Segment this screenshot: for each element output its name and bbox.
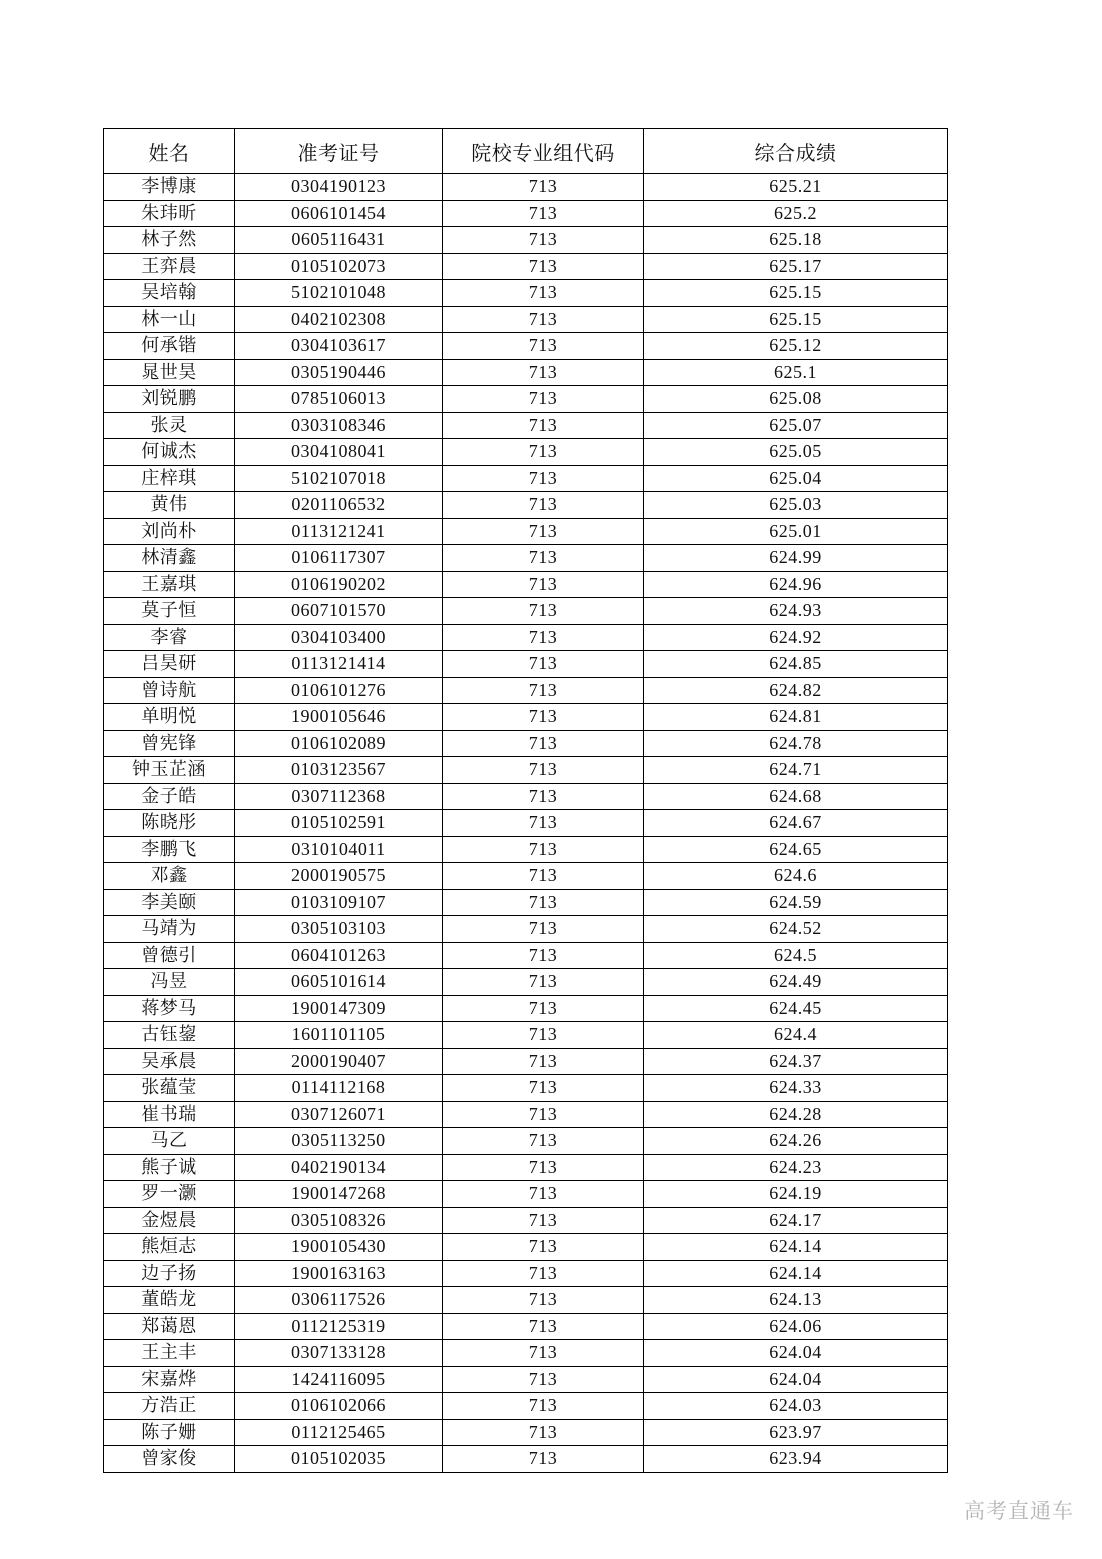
cell-score: 624.28 — [644, 1101, 948, 1128]
table-row — [104, 1207, 948, 1234]
cell-group: 713 — [443, 1393, 644, 1420]
score-table-container — [103, 128, 943, 1473]
cell-ticket: 0604101263 — [235, 942, 443, 969]
cell-group: 713 — [443, 412, 644, 439]
table-row — [104, 863, 948, 890]
table-row — [104, 1234, 948, 1261]
table-row — [104, 333, 948, 360]
cell-score: 624.93 — [644, 598, 948, 625]
cell-name: 朱玮昕 — [104, 200, 235, 227]
cell-score: 625.2 — [644, 200, 948, 227]
cell-ticket: 0304103617 — [235, 333, 443, 360]
cell-ticket: 0303108346 — [235, 412, 443, 439]
cell-name: 曾德引 — [104, 942, 235, 969]
cell-group: 713 — [443, 1075, 644, 1102]
cell-ticket: 0307126071 — [235, 1101, 443, 1128]
cell-score: 624.45 — [644, 995, 948, 1022]
cell-group: 713 — [443, 1207, 644, 1234]
cell-group: 713 — [443, 1181, 644, 1208]
cell-group: 713 — [443, 253, 644, 280]
cell-name: 宋嘉烨 — [104, 1366, 235, 1393]
cell-name: 黄伟 — [104, 492, 235, 519]
table-row — [104, 889, 948, 916]
cell-score: 624.04 — [644, 1340, 948, 1367]
cell-score: 625.05 — [644, 439, 948, 466]
cell-score: 624.4 — [644, 1022, 948, 1049]
cell-ticket: 5102101048 — [235, 280, 443, 307]
table-body — [104, 174, 948, 1473]
cell-score: 624.78 — [644, 730, 948, 757]
cell-name: 古钰鋆 — [104, 1022, 235, 1049]
cell-score: 624.82 — [644, 677, 948, 704]
table-header — [104, 129, 948, 174]
cell-name: 李鹏飞 — [104, 836, 235, 863]
cell-ticket: 0402190134 — [235, 1154, 443, 1181]
cell-ticket: 1424116095 — [235, 1366, 443, 1393]
cell-group: 713 — [443, 1128, 644, 1155]
cell-score: 624.85 — [644, 651, 948, 678]
cell-name: 郑蔼恩 — [104, 1313, 235, 1340]
cell-ticket: 1900105430 — [235, 1234, 443, 1261]
cell-name: 蒋梦马 — [104, 995, 235, 1022]
cell-score: 624.99 — [644, 545, 948, 572]
cell-score: 625.08 — [644, 386, 948, 413]
cell-group: 713 — [443, 810, 644, 837]
cell-score: 624.67 — [644, 810, 948, 837]
cell-name: 李美颐 — [104, 889, 235, 916]
cell-ticket: 0105102591 — [235, 810, 443, 837]
cell-score: 625.04 — [644, 465, 948, 492]
cell-group: 713 — [443, 1154, 644, 1181]
cell-ticket: 0106190202 — [235, 571, 443, 598]
cell-name: 冯昱 — [104, 969, 235, 996]
cell-name: 王嘉琪 — [104, 571, 235, 598]
cell-group: 713 — [443, 200, 644, 227]
cell-score: 624.03 — [644, 1393, 948, 1420]
cell-score: 625.21 — [644, 174, 948, 201]
table-row — [104, 1287, 948, 1314]
cell-score: 624.81 — [644, 704, 948, 731]
cell-ticket: 0105102073 — [235, 253, 443, 280]
cell-score: 625.12 — [644, 333, 948, 360]
cell-group: 713 — [443, 783, 644, 810]
cell-score: 624.5 — [644, 942, 948, 969]
cell-ticket: 1900147268 — [235, 1181, 443, 1208]
cell-group: 713 — [443, 571, 644, 598]
cell-group: 713 — [443, 1287, 644, 1314]
cell-name: 陈晓彤 — [104, 810, 235, 837]
table-row — [104, 518, 948, 545]
cell-name: 曾诗航 — [104, 677, 235, 704]
table-row — [104, 783, 948, 810]
cell-group: 713 — [443, 942, 644, 969]
cell-ticket: 0106101276 — [235, 677, 443, 704]
cell-score: 625.01 — [644, 518, 948, 545]
cell-ticket: 0307133128 — [235, 1340, 443, 1367]
table-row — [104, 1393, 948, 1420]
cell-name: 陈子姗 — [104, 1419, 235, 1446]
cell-score: 624.13 — [644, 1287, 948, 1314]
cell-group: 713 — [443, 1446, 644, 1473]
cell-score: 624.71 — [644, 757, 948, 784]
cell-group: 713 — [443, 465, 644, 492]
table-row — [104, 386, 948, 413]
cell-name: 金煜晨 — [104, 1207, 235, 1234]
cell-name: 马乙 — [104, 1128, 235, 1155]
cell-ticket: 0106102066 — [235, 1393, 443, 1420]
table-row — [104, 1340, 948, 1367]
cell-score: 625.15 — [644, 306, 948, 333]
table-row — [104, 942, 948, 969]
cell-name: 熊烜志 — [104, 1234, 235, 1261]
column-header-name: 姓名 — [104, 129, 235, 174]
cell-name: 金子皓 — [104, 783, 235, 810]
table-row — [104, 253, 948, 280]
cell-score: 624.59 — [644, 889, 948, 916]
cell-ticket: 0402102308 — [235, 306, 443, 333]
cell-name: 王主丰 — [104, 1340, 235, 1367]
cell-ticket: 0106102089 — [235, 730, 443, 757]
cell-score: 624.14 — [644, 1234, 948, 1261]
table-row — [104, 757, 948, 784]
cell-score: 624.06 — [644, 1313, 948, 1340]
cell-group: 713 — [443, 624, 644, 651]
cell-ticket: 0304108041 — [235, 439, 443, 466]
table-row — [104, 1419, 948, 1446]
cell-group: 713 — [443, 651, 644, 678]
cell-name: 刘锐鹏 — [104, 386, 235, 413]
cell-ticket: 0112125465 — [235, 1419, 443, 1446]
cell-name: 吴承晨 — [104, 1048, 235, 1075]
cell-group: 713 — [443, 359, 644, 386]
cell-score: 624.96 — [644, 571, 948, 598]
table-row — [104, 810, 948, 837]
cell-name: 曾家俊 — [104, 1446, 235, 1473]
cell-score: 624.6 — [644, 863, 948, 890]
cell-ticket: 0304190123 — [235, 174, 443, 201]
cell-ticket: 0305103103 — [235, 916, 443, 943]
cell-name: 晁世昊 — [104, 359, 235, 386]
table-row — [104, 995, 948, 1022]
table-row — [104, 439, 948, 466]
cell-group: 713 — [443, 280, 644, 307]
cell-name: 李睿 — [104, 624, 235, 651]
table-row — [104, 598, 948, 625]
cell-score: 624.68 — [644, 783, 948, 810]
cell-score: 624.33 — [644, 1075, 948, 1102]
table-row — [104, 624, 948, 651]
cell-score: 625.07 — [644, 412, 948, 439]
table-header-row — [104, 129, 948, 174]
table-row — [104, 1022, 948, 1049]
table-row — [104, 359, 948, 386]
cell-ticket: 0305190446 — [235, 359, 443, 386]
admission-score-table — [103, 128, 948, 1473]
cell-name: 吴培翰 — [104, 280, 235, 307]
cell-name: 曾宪锋 — [104, 730, 235, 757]
cell-name: 林一山 — [104, 306, 235, 333]
cell-ticket: 2000190575 — [235, 863, 443, 890]
cell-group: 713 — [443, 1022, 644, 1049]
cell-group: 713 — [443, 677, 644, 704]
cell-group: 713 — [443, 306, 644, 333]
cell-ticket: 0605101614 — [235, 969, 443, 996]
cell-ticket: 5102107018 — [235, 465, 443, 492]
cell-score: 624.52 — [644, 916, 948, 943]
cell-name: 方浩正 — [104, 1393, 235, 1420]
table-row — [104, 412, 948, 439]
cell-ticket: 0201106532 — [235, 492, 443, 519]
table-row — [104, 1048, 948, 1075]
cell-group: 713 — [443, 995, 644, 1022]
table-row — [104, 1101, 948, 1128]
cell-group: 713 — [443, 1419, 644, 1446]
cell-score: 624.26 — [644, 1128, 948, 1155]
cell-group: 713 — [443, 1366, 644, 1393]
cell-name: 崔书瑞 — [104, 1101, 235, 1128]
cell-score: 624.17 — [644, 1207, 948, 1234]
cell-ticket: 0113121241 — [235, 518, 443, 545]
cell-ticket: 0785106013 — [235, 386, 443, 413]
cell-ticket: 0305113250 — [235, 1128, 443, 1155]
cell-name: 林子然 — [104, 227, 235, 254]
cell-score: 624.04 — [644, 1366, 948, 1393]
cell-score: 623.94 — [644, 1446, 948, 1473]
table-row — [104, 836, 948, 863]
cell-score: 624.14 — [644, 1260, 948, 1287]
cell-ticket: 1601101105 — [235, 1022, 443, 1049]
cell-name: 边子扬 — [104, 1260, 235, 1287]
cell-ticket: 0306117526 — [235, 1287, 443, 1314]
table-row — [104, 174, 948, 201]
cell-name: 张灵 — [104, 412, 235, 439]
cell-group: 713 — [443, 174, 644, 201]
cell-name: 何诚杰 — [104, 439, 235, 466]
cell-ticket: 0305108326 — [235, 1207, 443, 1234]
cell-score: 624.65 — [644, 836, 948, 863]
cell-group: 713 — [443, 1234, 644, 1261]
table-row — [104, 730, 948, 757]
cell-ticket: 1900163163 — [235, 1260, 443, 1287]
table-row — [104, 1366, 948, 1393]
cell-ticket: 0113121414 — [235, 651, 443, 678]
table-row — [104, 916, 948, 943]
table-row — [104, 200, 948, 227]
cell-group: 713 — [443, 492, 644, 519]
cell-group: 713 — [443, 969, 644, 996]
cell-group: 713 — [443, 598, 644, 625]
cell-group: 713 — [443, 227, 644, 254]
cell-ticket: 0103109107 — [235, 889, 443, 916]
cell-ticket: 0106117307 — [235, 545, 443, 572]
cell-group: 713 — [443, 439, 644, 466]
cell-name: 钟玉芷涵 — [104, 757, 235, 784]
table-row — [104, 1260, 948, 1287]
cell-ticket: 1900147309 — [235, 995, 443, 1022]
cell-ticket: 0605116431 — [235, 227, 443, 254]
cell-group: 713 — [443, 386, 644, 413]
cell-group: 713 — [443, 1048, 644, 1075]
table-row — [104, 227, 948, 254]
cell-group: 713 — [443, 518, 644, 545]
cell-name: 刘尚朴 — [104, 518, 235, 545]
column-header-ticket-number: 准考证号 — [235, 129, 443, 174]
table-row — [104, 969, 948, 996]
cell-ticket: 0114112168 — [235, 1075, 443, 1102]
table-row — [104, 651, 948, 678]
table-row — [104, 465, 948, 492]
cell-name: 罗一灏 — [104, 1181, 235, 1208]
cell-ticket: 0103123567 — [235, 757, 443, 784]
cell-name: 熊子诚 — [104, 1154, 235, 1181]
watermark: 高考直通车 — [964, 1500, 1074, 1523]
cell-ticket: 2000190407 — [235, 1048, 443, 1075]
cell-ticket: 0607101570 — [235, 598, 443, 625]
cell-score: 625.03 — [644, 492, 948, 519]
cell-score: 624.19 — [644, 1181, 948, 1208]
table-row — [104, 280, 948, 307]
cell-score: 625.15 — [644, 280, 948, 307]
cell-ticket: 0310104011 — [235, 836, 443, 863]
table-row — [104, 1313, 948, 1340]
cell-score: 624.23 — [644, 1154, 948, 1181]
table-row — [104, 1446, 948, 1473]
cell-ticket: 0307112368 — [235, 783, 443, 810]
cell-score: 624.92 — [644, 624, 948, 651]
cell-group: 713 — [443, 1340, 644, 1367]
cell-name: 庄梓琪 — [104, 465, 235, 492]
column-header-major-group-code: 院校专业组代码 — [443, 129, 644, 174]
cell-group: 713 — [443, 1101, 644, 1128]
cell-ticket: 0304103400 — [235, 624, 443, 651]
cell-name: 莫子恒 — [104, 598, 235, 625]
cell-score: 625.17 — [644, 253, 948, 280]
column-header-composite-score: 综合成绩 — [644, 129, 948, 174]
table-row — [104, 492, 948, 519]
cell-name: 王弈晨 — [104, 253, 235, 280]
table-row — [104, 1075, 948, 1102]
table-row — [104, 1154, 948, 1181]
cell-score: 625.1 — [644, 359, 948, 386]
cell-ticket: 0606101454 — [235, 200, 443, 227]
cell-ticket: 0112125319 — [235, 1313, 443, 1340]
cell-group: 713 — [443, 916, 644, 943]
table-row — [104, 571, 948, 598]
cell-name: 何承锴 — [104, 333, 235, 360]
cell-group: 713 — [443, 333, 644, 360]
cell-name: 林清鑫 — [104, 545, 235, 572]
table-row — [104, 1128, 948, 1155]
cell-ticket: 1900105646 — [235, 704, 443, 731]
cell-group: 713 — [443, 730, 644, 757]
cell-score: 624.37 — [644, 1048, 948, 1075]
cell-name: 张蕴莹 — [104, 1075, 235, 1102]
cell-group: 713 — [443, 704, 644, 731]
cell-name: 单明悦 — [104, 704, 235, 731]
cell-group: 713 — [443, 1313, 644, 1340]
cell-group: 713 — [443, 889, 644, 916]
cell-score: 623.97 — [644, 1419, 948, 1446]
cell-group: 713 — [443, 757, 644, 784]
table-row — [104, 704, 948, 731]
cell-name: 董皓龙 — [104, 1287, 235, 1314]
cell-ticket: 0105102035 — [235, 1446, 443, 1473]
table-row — [104, 677, 948, 704]
table-row — [104, 1181, 948, 1208]
cell-group: 713 — [443, 863, 644, 890]
cell-name: 邓鑫 — [104, 863, 235, 890]
cell-group: 713 — [443, 1260, 644, 1287]
cell-name: 吕昊研 — [104, 651, 235, 678]
cell-name: 马靖为 — [104, 916, 235, 943]
cell-group: 713 — [443, 545, 644, 572]
cell-score: 625.18 — [644, 227, 948, 254]
cell-score: 624.49 — [644, 969, 948, 996]
table-row — [104, 545, 948, 572]
cell-group: 713 — [443, 836, 644, 863]
cell-name: 李博康 — [104, 174, 235, 201]
table-row — [104, 306, 948, 333]
